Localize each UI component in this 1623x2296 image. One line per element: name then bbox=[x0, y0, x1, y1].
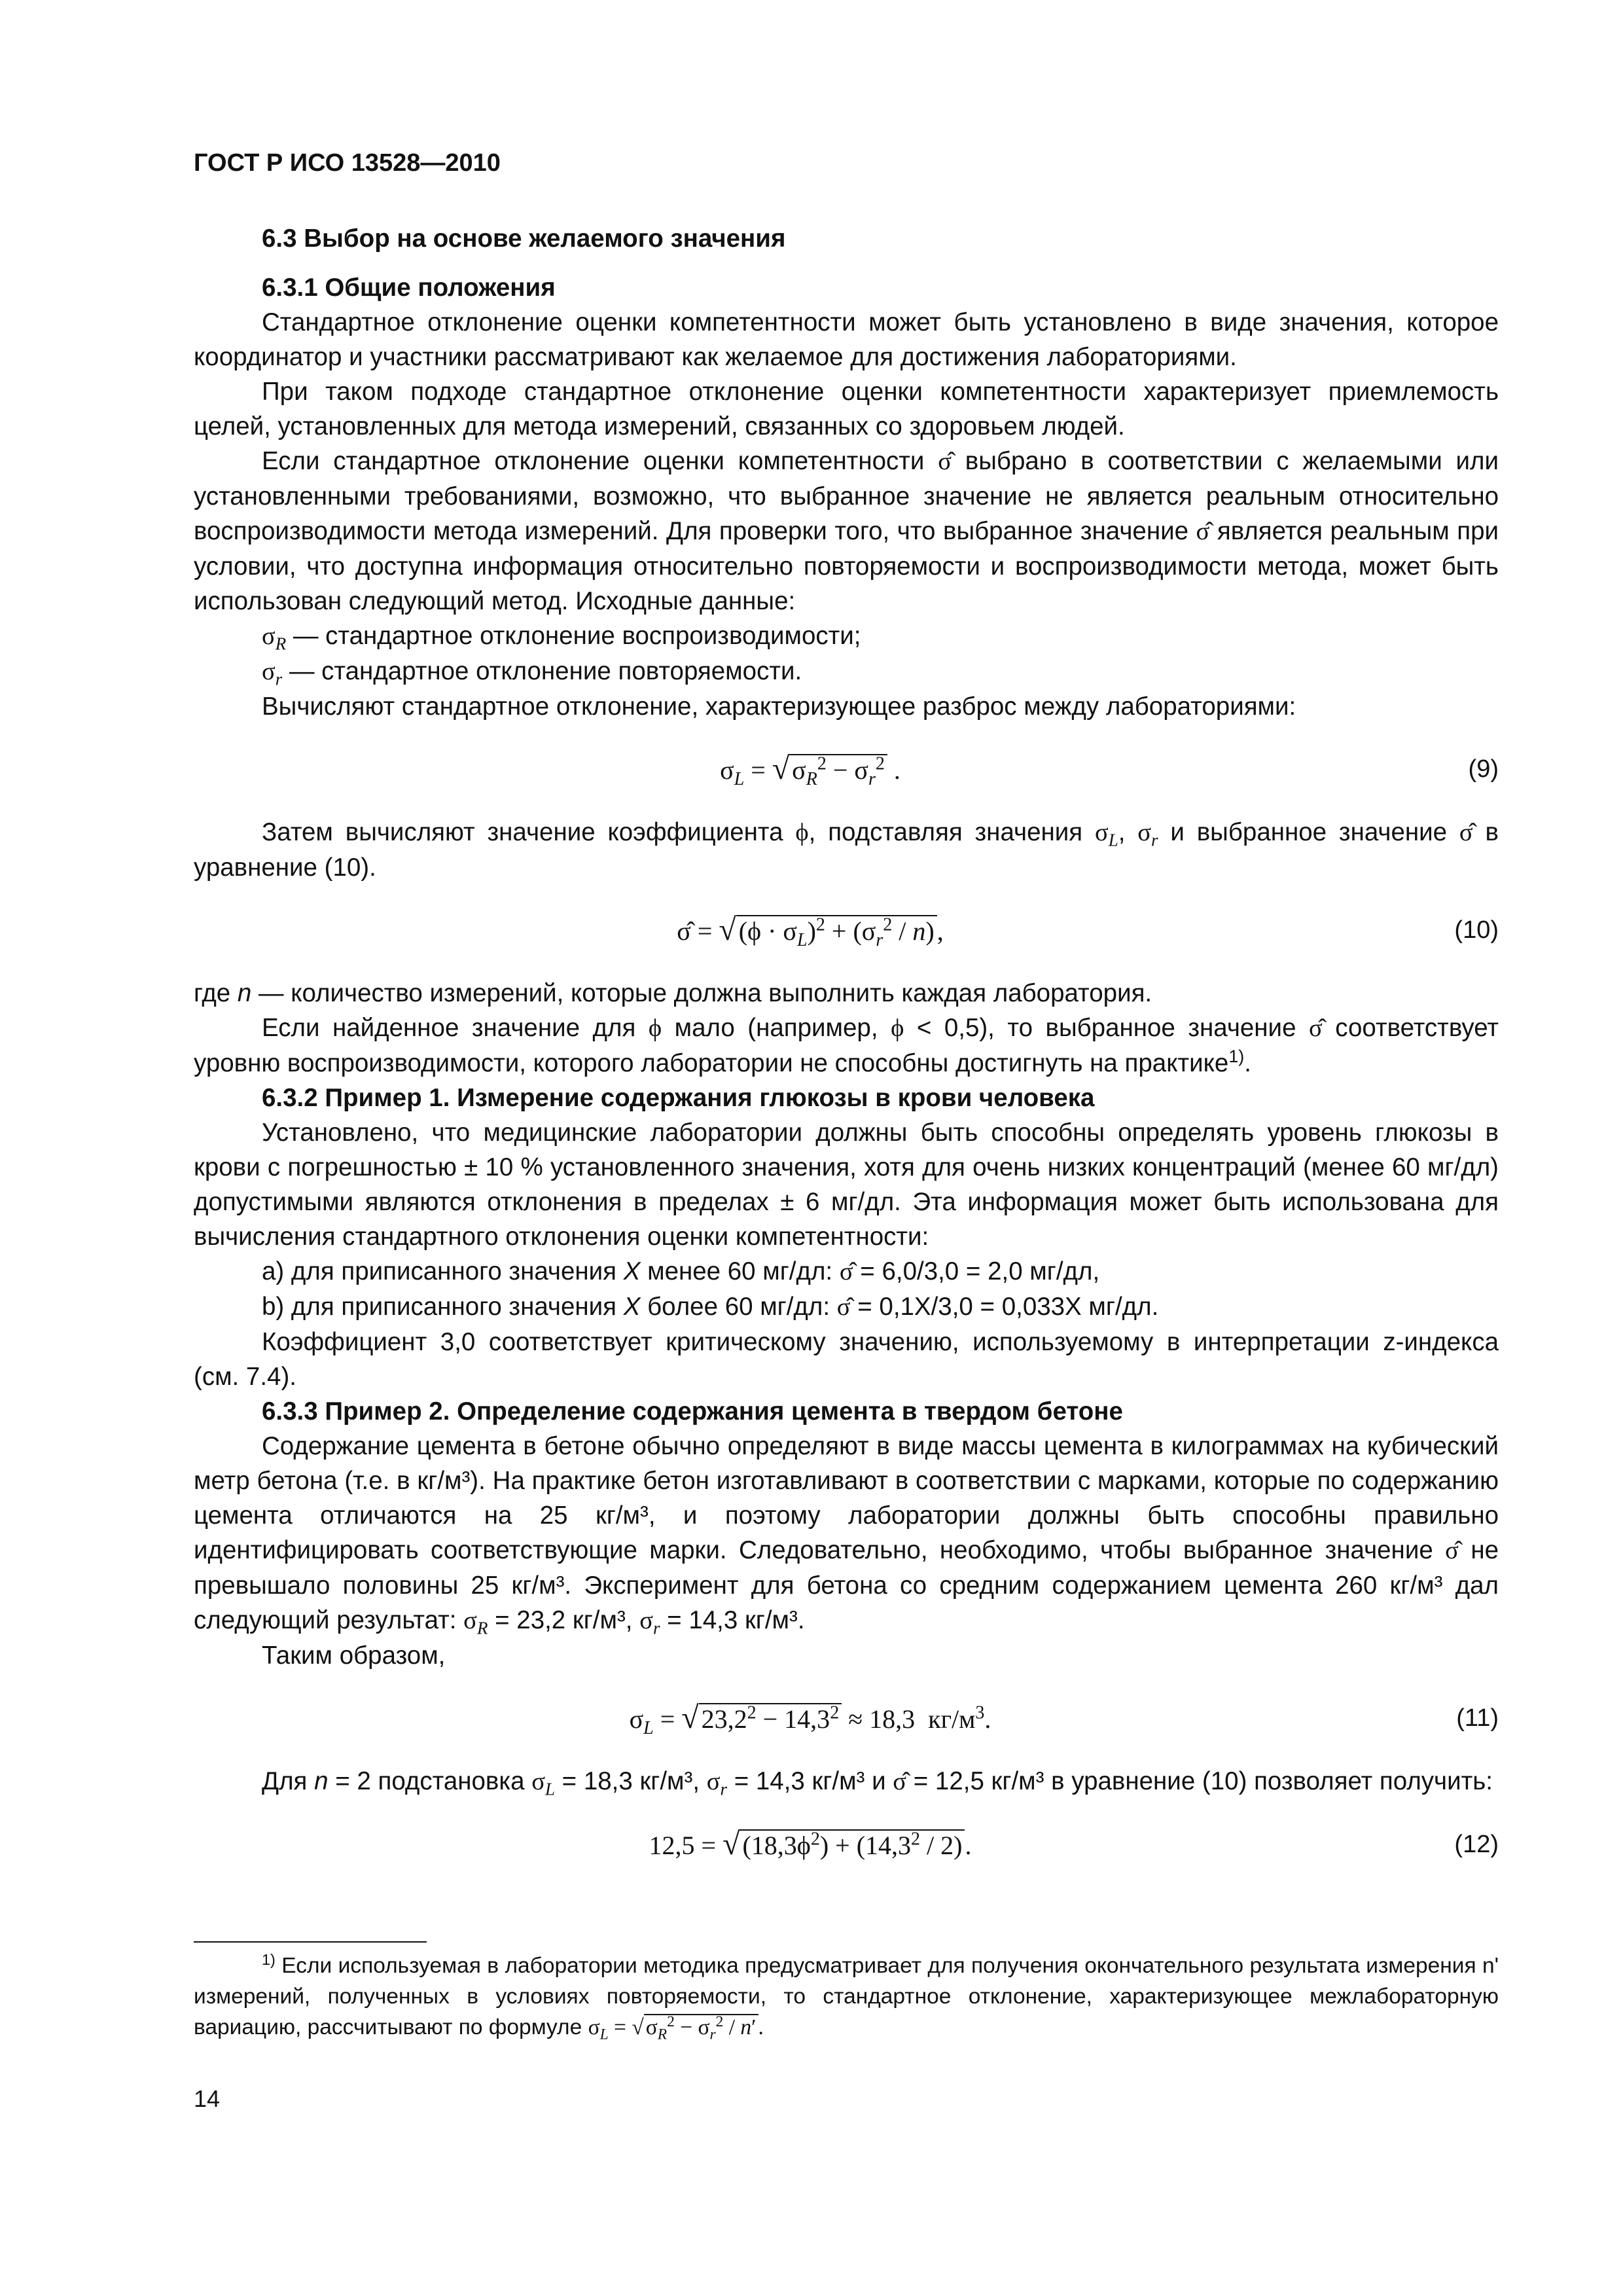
paragraph: Установлено, что медицинские лаборатории должны быть способны определять уровень глюкозы в крови с погрешностью ± 10 % установленного значения, хотя для очень низких концентраций (менее 60 мг/дл) допустимыми являются отклонения в пределах ± 6 мг/дл. Эта информация может быть использована для вычисления стандартного отклонения оценки компетентности: bbox=[194, 1119, 1499, 1251]
paragraph: Таким образом, bbox=[262, 1641, 446, 1670]
equation-11-formula: $\sigma_L$ = √ $23,2^2 - 14,3^2 \approx 18,3$ $кг/м^3$. bbox=[629, 1700, 991, 1738]
section-6-3-1-title: 6.3.1 Общие положения bbox=[262, 274, 556, 302]
sigma-hat-symbol: σ̂ bbox=[938, 448, 952, 475]
sigma-hat-symbol: σ̂ bbox=[1196, 518, 1210, 545]
page-number: 14 bbox=[194, 2085, 221, 2112]
main-content bbox=[194, 221, 1499, 1890]
paragraph: Затем вычисляют значение коэффициента ϕ, подставляя значения $\sigma_L$, $\sigma_r$ и выбранное значение σ̂ в уравнение (10). bbox=[194, 818, 1499, 882]
section-6-3-2-title: 6.3.2 Пример 1. Измерение содержания глюкозы в крови человека bbox=[262, 1084, 1095, 1112]
section-6-3-title: 6.3 Выбор на основе желаемого значения bbox=[262, 224, 786, 253]
paragraph: где n — количество измерений, которые должна выполнить каждая лаборатория. bbox=[194, 979, 1152, 1007]
paragraph: Стандартное отклонение оценки компетентности может быть установлено в виде значения, которое координатор и участники рассматривают как желаемое для достижения лабораториями. bbox=[194, 308, 1499, 371]
footnote: $^{1)}$ Если используемая в лаборатории методика предусматривает для получения окончательного результата измерения n' измерений, полученных в условиях повторяемости, то стандартное отклонение, характеризующее межлабораторную вариацию, рассчитывают по формуле $\sigma_L = √\sigma_R^2 - \sigma_r^2 / n'$. bbox=[194, 1950, 1499, 2043]
paragraph: Содержание цемента в бетоне обычно определяют в виде массы цемента в килограммах на кубический метр бетона (т.е. в кг/м³). На практике бетон изготавливают в соответствии с марками, которые по содержанию цемента отличаются на 25 кг/м³, и поэтому лаборатории должны быть способны правильно идентифицировать соответствующие марки. Следовательно, необходимо, чтобы выбранное значение σ̂ не превышало половины 25 кг/м³. Эксперимент для бетона со средним содержанием цемента 260 кг/м³ дал следующий результат: $\sigma_R = 23,2$ кг/м³, $\sigma_r = 14,3$ кг/м³. bbox=[194, 1432, 1499, 1638]
equation-12 bbox=[194, 1827, 1499, 1863]
equation-11-number: (11) bbox=[1456, 1704, 1499, 1732]
list-item-b: b) для приписанного значения X более 60 мг/дл: σ̂ = 0,1X/3,0 = 0,033X мг/дл. bbox=[262, 1293, 1159, 1321]
paragraph: Если стандартное отклонение оценки компетентности σ̂ выбрано в соответствии с желаемыми или установленными требованиями, возможно, что выбранное значение не является реальным относительно воспроизводимости метода измерений. Для проверки того, что выбранное значение σ̂ является реальным при условии, что доступна информация относительно повторяемости и воспроизводимости метода, может быть использован следующий метод. Исходные данные: bbox=[194, 447, 1499, 615]
equation-9-number: (9) bbox=[1468, 755, 1499, 783]
equation-10-formula: σ̂ = √ $(\phi \cdot \sigma_L)^2 + (\sigma_r^2 / n)$ , bbox=[677, 912, 944, 950]
footnote-reference: 1) bbox=[1228, 1047, 1245, 1067]
paragraph: Вычисляют стандартное отклонение, характеризующее разброс между лабораториями: bbox=[262, 692, 1296, 721]
definition-sigma-r-repeatability: $\sigma_r$ — стандартное отклонение повторяемости. bbox=[262, 657, 802, 689]
equation-10-number: (10) bbox=[1454, 916, 1499, 944]
paragraph: При таком подходе стандартное отклонение оценки компетентности характеризует приемлемость целей, установленных для метода измерений, связанных со здоровьем людей. bbox=[194, 378, 1499, 440]
footnote-divider bbox=[194, 1941, 427, 1943]
equation-12-formula: 12,5 = √ $(18,3\phi^2) + (14,3^2 / 2)$ . bbox=[649, 1827, 972, 1861]
definition-sigma-r-reproducibility: $\sigma_R$ — стандартное отклонение воспроизводимости; bbox=[262, 622, 861, 654]
standard-header: ГОСТ Р ИСО 13528—2010 bbox=[194, 149, 501, 177]
paragraph: Если найденное значение для ϕ мало (например, ϕ < 0,5), то выбранное значение σ̂ соответствует уровню воспроизводимости, которого лаборатории не способны достигнуть на практике$^{1)}$. bbox=[194, 1014, 1499, 1077]
equation-9-formula: $\sigma_L$ = √ $\sigma_R^2 - \sigma_r^2$ . bbox=[720, 751, 901, 789]
equation-12-number: (12) bbox=[1454, 1831, 1499, 1858]
paragraph: Для n = 2 подстановка $\sigma_L = 18,3$ кг/м³, $\sigma_r = 14,3$ кг/м³ и σ̂ = 12,5 кг/м³ в уравнение (10) позволяет получить: bbox=[262, 1767, 1493, 1799]
footnote-mark: 1) bbox=[262, 1950, 276, 1968]
equation-10 bbox=[194, 912, 1499, 948]
list-item-a: a) для приписанного значения X менее 60 мг/дл: σ̂ = 6,0/3,0 = 2,0 мг/дл, bbox=[262, 1257, 1100, 1285]
equation-9 bbox=[194, 751, 1499, 787]
section-6-3-3-title: 6.3.3 Пример 2. Определение содержания цемента в твердом бетоне bbox=[262, 1397, 1123, 1426]
paragraph: Коэффициент 3,0 соответствует критическому значению, используемому в интерпретации z-индекса (см. 7.4). bbox=[194, 1328, 1499, 1391]
equation-11 bbox=[194, 1700, 1499, 1736]
footnote-formula: $\sigma_L = √\sigma_R^2 - \sigma_r^2 / n'$. bbox=[588, 2013, 764, 2043]
